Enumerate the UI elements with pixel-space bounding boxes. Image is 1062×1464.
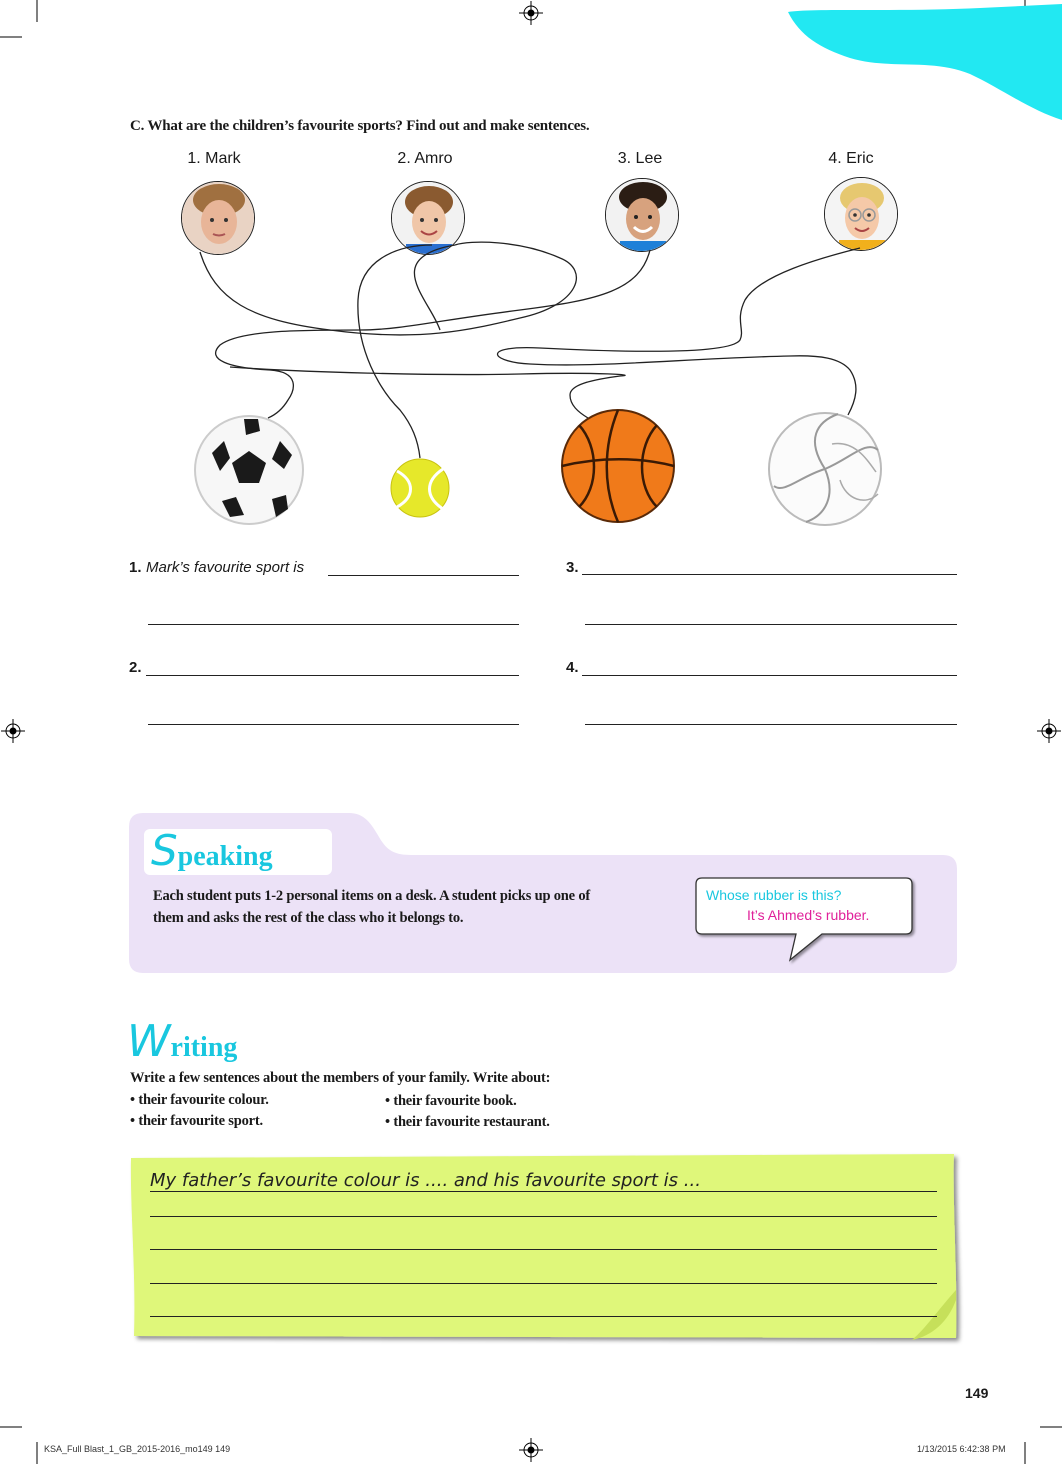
note-line-5[interactable] (150, 1316, 937, 1317)
answer-4-line-b[interactable] (585, 724, 957, 725)
registration-mark-bottom (519, 1438, 543, 1462)
speaking-text-line1: Each student puts 1-2 personal items on a desk. A student picks up one of (153, 888, 591, 904)
tangled-lines (0, 0, 1062, 560)
answer-2-line-b[interactable] (148, 724, 519, 725)
speaking-text-line2: them and asks the rest of the class who it belongs to. (153, 910, 464, 926)
writing-bullet-right-2: • their favourite restaurant. (385, 1114, 550, 1130)
answer-3-line-b[interactable] (585, 624, 957, 625)
child-name-lee: 3. Lee (617, 150, 663, 167)
writing-bullet-left-2: • their favourite sport. (130, 1113, 263, 1129)
note-line-4[interactable] (150, 1283, 937, 1284)
child-name-mark: 1. Mark (187, 150, 241, 167)
note-line-3[interactable] (150, 1249, 937, 1250)
writing-bullet-right-1: • their favourite book. (385, 1093, 517, 1109)
child-name-amro: 2. Amro (397, 150, 453, 167)
footer-right: 1/13/2015 6:42:38 PM (917, 1444, 1006, 1454)
answer-number-3: 3. (566, 559, 579, 576)
football-icon (192, 413, 306, 532)
answer-1-line-b[interactable] (148, 624, 519, 625)
answer-number-1: 1. (129, 559, 142, 576)
answer-2-line-a[interactable] (146, 675, 519, 676)
registration-mark-left (1, 719, 25, 743)
bubble-question: Whose rubber is this? (706, 887, 842, 903)
page-number: 149 (965, 1385, 989, 1401)
writing-example: My father’s favourite colour is .... and his favourite sport is ... (150, 1170, 701, 1191)
note-line-1[interactable] (150, 1191, 937, 1192)
basketball-icon (559, 407, 677, 530)
answer-4-line-a[interactable] (582, 675, 957, 676)
writing-intro: Write a few sentences about the members of your family. Write about: (130, 1070, 551, 1086)
answer-3-line-a[interactable] (582, 574, 957, 575)
bubble-answer: It’s Ahmed’s rubber. (747, 907, 870, 923)
instruction-c: C. What are the children’s favourite sports? Find out and make sentences. (130, 118, 590, 134)
answer-1-line-a[interactable] (328, 575, 519, 576)
volleyball-icon (766, 410, 884, 533)
answer-1-start: Mark’s favourite sport is (146, 559, 305, 576)
tennis-ball-icon (389, 457, 451, 524)
writing-bullet-left-1: • their favourite colour. (130, 1092, 269, 1108)
answer-number-2: 2. (129, 659, 142, 676)
speaking-title: Speaking (151, 826, 273, 875)
note-line-2[interactable] (150, 1216, 937, 1217)
footer-left: KSA_Full Blast_1_GB_2015-2016_mo149 149 (44, 1444, 231, 1454)
writing-title: Writing (127, 1016, 238, 1067)
registration-mark-right (1037, 719, 1061, 743)
child-name-eric: 4. Eric (828, 150, 874, 167)
answer-number-4: 4. (566, 659, 579, 676)
